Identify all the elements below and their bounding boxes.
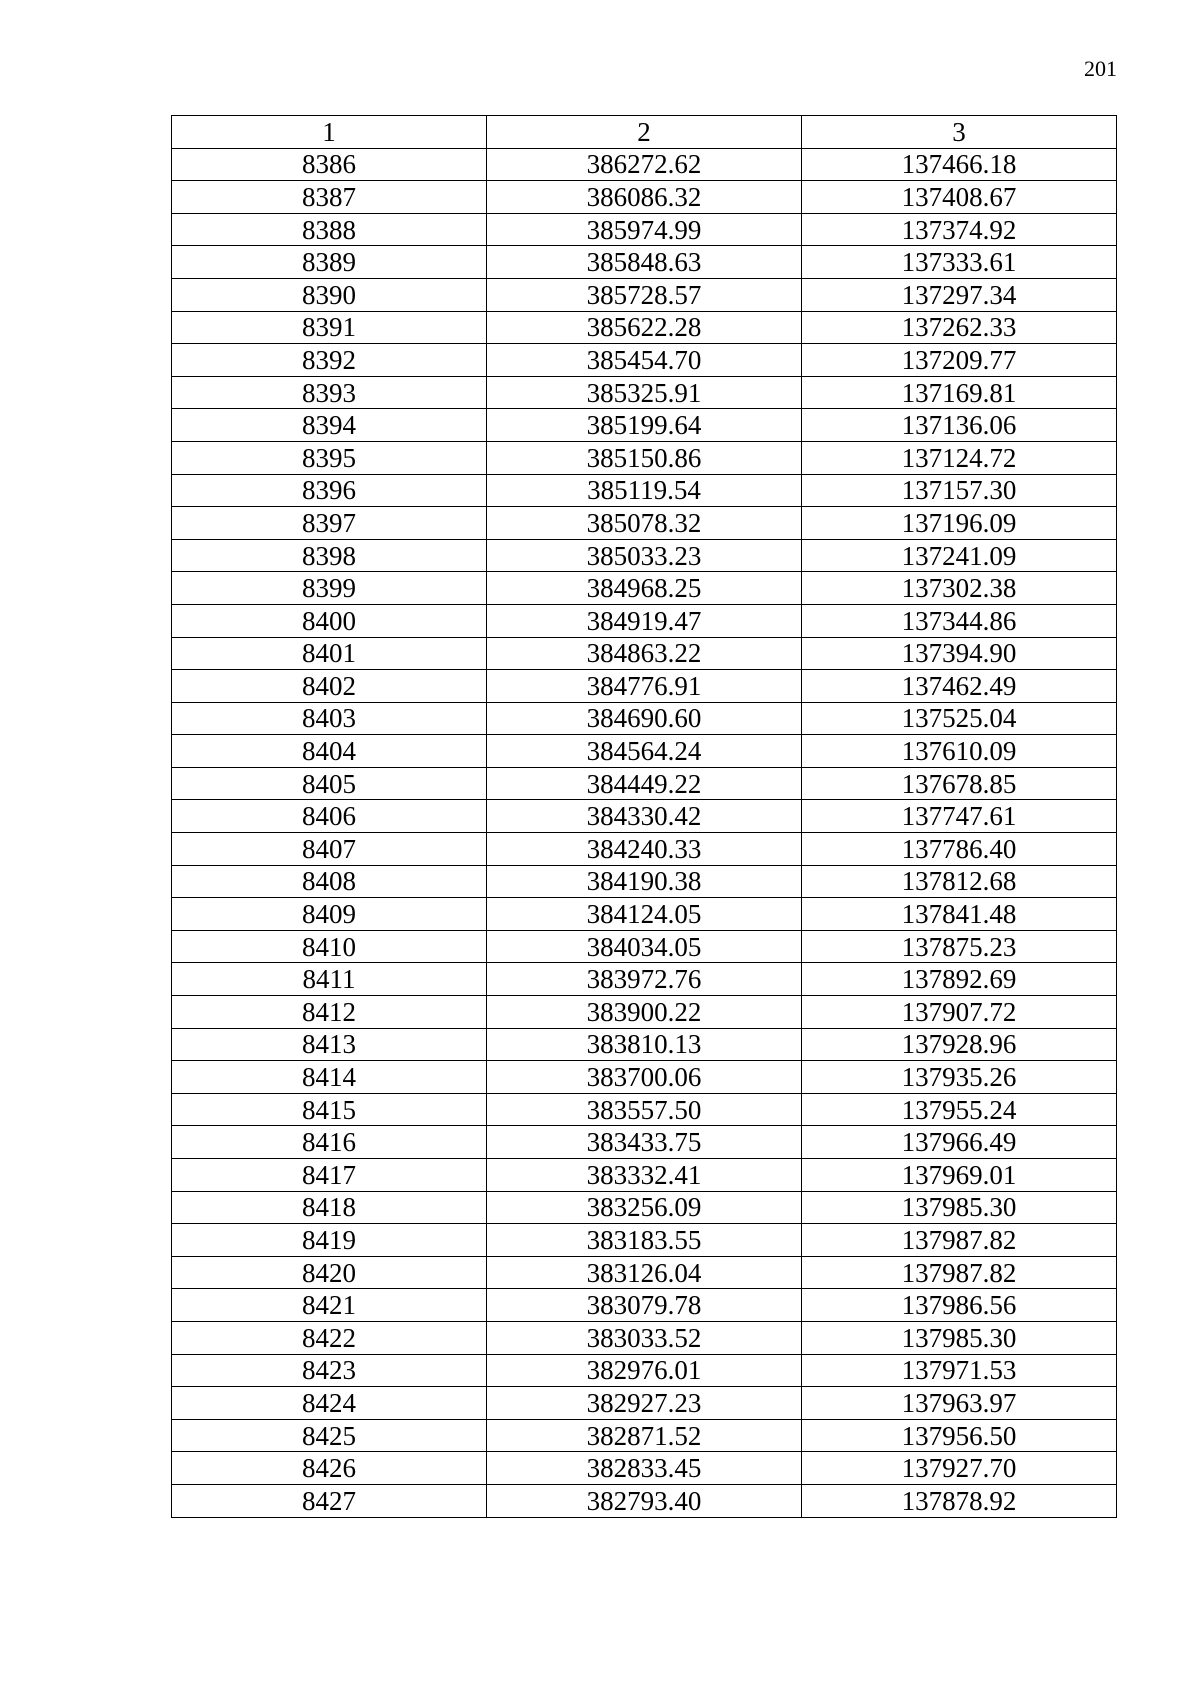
y-coordinate-cell: 137986.56 (802, 1289, 1117, 1322)
point-number-cell: 8396 (172, 474, 487, 507)
x-coordinate-cell: 382976.01 (487, 1354, 802, 1387)
column-header-3: 3 (802, 116, 1117, 149)
y-coordinate-cell: 137196.09 (802, 507, 1117, 540)
table-row (172, 1191, 1117, 1224)
table-row (172, 213, 1117, 246)
point-number-cell: 8426 (172, 1452, 487, 1485)
y-coordinate-cell: 137136.06 (802, 409, 1117, 442)
point-number-cell: 8414 (172, 1061, 487, 1094)
table-row (172, 637, 1117, 670)
y-coordinate-cell: 137969.01 (802, 1159, 1117, 1192)
y-coordinate-cell: 137963.97 (802, 1387, 1117, 1420)
y-coordinate-cell: 137462.49 (802, 670, 1117, 703)
header-row (172, 116, 1117, 149)
table-row (172, 1028, 1117, 1061)
column-header-2: 2 (487, 116, 802, 149)
table-row (172, 376, 1117, 409)
x-coordinate-cell: 384863.22 (487, 637, 802, 670)
x-coordinate-cell: 384190.38 (487, 865, 802, 898)
y-coordinate-cell: 137875.23 (802, 930, 1117, 963)
y-coordinate-cell: 137241.09 (802, 539, 1117, 572)
table-row (172, 572, 1117, 605)
x-coordinate-cell: 382927.23 (487, 1387, 802, 1420)
point-number-cell: 8397 (172, 507, 487, 540)
coordinates-table (171, 115, 1117, 1518)
x-coordinate-cell: 385974.99 (487, 213, 802, 246)
y-coordinate-cell: 137124.72 (802, 441, 1117, 474)
x-coordinate-cell: 385199.64 (487, 409, 802, 442)
point-number-cell: 8402 (172, 670, 487, 703)
y-coordinate-cell: 137985.30 (802, 1191, 1117, 1224)
point-number-cell: 8421 (172, 1289, 487, 1322)
point-number-cell: 8424 (172, 1387, 487, 1420)
x-coordinate-cell: 383033.52 (487, 1321, 802, 1354)
x-coordinate-cell: 383900.22 (487, 996, 802, 1029)
point-number-cell: 8425 (172, 1419, 487, 1452)
table-row (172, 996, 1117, 1029)
point-number-cell: 8404 (172, 735, 487, 768)
table-row (172, 409, 1117, 442)
x-coordinate-cell: 382871.52 (487, 1419, 802, 1452)
x-coordinate-cell: 382833.45 (487, 1452, 802, 1485)
point-number-cell: 8395 (172, 441, 487, 474)
x-coordinate-cell: 386086.32 (487, 181, 802, 214)
y-coordinate-cell: 137169.81 (802, 376, 1117, 409)
table-row (172, 963, 1117, 996)
x-coordinate-cell: 383810.13 (487, 1028, 802, 1061)
table-row (172, 1256, 1117, 1289)
point-number-cell: 8387 (172, 181, 487, 214)
table-row (172, 148, 1117, 181)
table-row (172, 1093, 1117, 1126)
table-row (172, 865, 1117, 898)
table-row (172, 800, 1117, 833)
x-coordinate-cell: 384449.22 (487, 767, 802, 800)
point-number-cell: 8419 (172, 1224, 487, 1257)
column-header-1: 1 (172, 116, 487, 149)
y-coordinate-cell: 137956.50 (802, 1419, 1117, 1452)
y-coordinate-cell: 137907.72 (802, 996, 1117, 1029)
table-row (172, 1224, 1117, 1257)
x-coordinate-cell: 383332.41 (487, 1159, 802, 1192)
table-row (172, 767, 1117, 800)
x-coordinate-cell: 384968.25 (487, 572, 802, 605)
point-number-cell: 8418 (172, 1191, 487, 1224)
table-row (172, 1159, 1117, 1192)
table-body (172, 148, 1117, 1517)
point-number-cell: 8393 (172, 376, 487, 409)
point-number-cell: 8403 (172, 702, 487, 735)
point-number-cell: 8406 (172, 800, 487, 833)
table-row (172, 278, 1117, 311)
point-number-cell: 8410 (172, 930, 487, 963)
point-number-cell: 8411 (172, 963, 487, 996)
x-coordinate-cell: 383557.50 (487, 1093, 802, 1126)
x-coordinate-cell: 384124.05 (487, 898, 802, 931)
x-coordinate-cell: 386272.62 (487, 148, 802, 181)
table-row (172, 246, 1117, 279)
x-coordinate-cell: 383256.09 (487, 1191, 802, 1224)
table-row (172, 539, 1117, 572)
table-row (172, 898, 1117, 931)
x-coordinate-cell: 383079.78 (487, 1289, 802, 1322)
point-number-cell: 8390 (172, 278, 487, 311)
table-row (172, 474, 1117, 507)
x-coordinate-cell: 383700.06 (487, 1061, 802, 1094)
y-coordinate-cell: 137747.61 (802, 800, 1117, 833)
point-number-cell: 8415 (172, 1093, 487, 1126)
x-coordinate-cell: 383972.76 (487, 963, 802, 996)
x-coordinate-cell: 385150.86 (487, 441, 802, 474)
y-coordinate-cell: 137987.82 (802, 1256, 1117, 1289)
y-coordinate-cell: 137394.90 (802, 637, 1117, 670)
y-coordinate-cell: 137786.40 (802, 833, 1117, 866)
table-row (172, 1126, 1117, 1159)
table-row (172, 930, 1117, 963)
table-row (172, 181, 1117, 214)
y-coordinate-cell: 137935.26 (802, 1061, 1117, 1094)
table-row (172, 1321, 1117, 1354)
table-row (172, 702, 1117, 735)
point-number-cell: 8391 (172, 311, 487, 344)
point-number-cell: 8409 (172, 898, 487, 931)
x-coordinate-cell: 385078.32 (487, 507, 802, 540)
table-row (172, 1484, 1117, 1517)
y-coordinate-cell: 137678.85 (802, 767, 1117, 800)
x-coordinate-cell: 384330.42 (487, 800, 802, 833)
x-coordinate-cell: 385033.23 (487, 539, 802, 572)
y-coordinate-cell: 137302.38 (802, 572, 1117, 605)
point-number-cell: 8399 (172, 572, 487, 605)
y-coordinate-cell: 137466.18 (802, 148, 1117, 181)
y-coordinate-cell: 137928.96 (802, 1028, 1117, 1061)
point-number-cell: 8386 (172, 148, 487, 181)
x-coordinate-cell: 385454.70 (487, 344, 802, 377)
point-number-cell: 8422 (172, 1321, 487, 1354)
y-coordinate-cell: 137374.92 (802, 213, 1117, 246)
page-number: 201 (1084, 56, 1117, 81)
y-coordinate-cell: 137987.82 (802, 1224, 1117, 1257)
y-coordinate-cell: 137209.77 (802, 344, 1117, 377)
y-coordinate-cell: 137297.34 (802, 278, 1117, 311)
point-number-cell: 8405 (172, 767, 487, 800)
point-number-cell: 8408 (172, 865, 487, 898)
x-coordinate-cell: 385728.57 (487, 278, 802, 311)
x-coordinate-cell: 384564.24 (487, 735, 802, 768)
point-number-cell: 8394 (172, 409, 487, 442)
point-number-cell: 8413 (172, 1028, 487, 1061)
point-number-cell: 8389 (172, 246, 487, 279)
x-coordinate-cell: 383126.04 (487, 1256, 802, 1289)
y-coordinate-cell: 137878.92 (802, 1484, 1117, 1517)
point-number-cell: 8388 (172, 213, 487, 246)
table-row (172, 1452, 1117, 1485)
point-number-cell: 8392 (172, 344, 487, 377)
y-coordinate-cell: 137966.49 (802, 1126, 1117, 1159)
point-number-cell: 8416 (172, 1126, 487, 1159)
y-coordinate-cell: 137333.61 (802, 246, 1117, 279)
table-row (172, 1354, 1117, 1387)
table-row (172, 833, 1117, 866)
y-coordinate-cell: 137971.53 (802, 1354, 1117, 1387)
point-number-cell: 8412 (172, 996, 487, 1029)
point-number-cell: 8420 (172, 1256, 487, 1289)
point-number-cell: 8400 (172, 604, 487, 637)
x-coordinate-cell: 384690.60 (487, 702, 802, 735)
x-coordinate-cell: 384034.05 (487, 930, 802, 963)
point-number-cell: 8427 (172, 1484, 487, 1517)
table-row (172, 507, 1117, 540)
x-coordinate-cell: 383433.75 (487, 1126, 802, 1159)
x-coordinate-cell: 382793.40 (487, 1484, 802, 1517)
point-number-cell: 8401 (172, 637, 487, 670)
y-coordinate-cell: 137892.69 (802, 963, 1117, 996)
x-coordinate-cell: 385622.28 (487, 311, 802, 344)
x-coordinate-cell: 385119.54 (487, 474, 802, 507)
table-row (172, 1419, 1117, 1452)
x-coordinate-cell: 384776.91 (487, 670, 802, 703)
y-coordinate-cell: 137408.67 (802, 181, 1117, 214)
table-row (172, 670, 1117, 703)
table-row (172, 604, 1117, 637)
point-number-cell: 8423 (172, 1354, 487, 1387)
y-coordinate-cell: 137344.86 (802, 604, 1117, 637)
point-number-cell: 8398 (172, 539, 487, 572)
table-row (172, 344, 1117, 377)
table-row (172, 1061, 1117, 1094)
y-coordinate-cell: 137812.68 (802, 865, 1117, 898)
table-header (172, 116, 1117, 149)
y-coordinate-cell: 137157.30 (802, 474, 1117, 507)
table-row (172, 441, 1117, 474)
x-coordinate-cell: 385848.63 (487, 246, 802, 279)
table-row (172, 311, 1117, 344)
y-coordinate-cell: 137927.70 (802, 1452, 1117, 1485)
table-row (172, 735, 1117, 768)
x-coordinate-cell: 384240.33 (487, 833, 802, 866)
y-coordinate-cell: 137262.33 (802, 311, 1117, 344)
point-number-cell: 8407 (172, 833, 487, 866)
y-coordinate-cell: 137955.24 (802, 1093, 1117, 1126)
y-coordinate-cell: 137525.04 (802, 702, 1117, 735)
table-row (172, 1289, 1117, 1322)
x-coordinate-cell: 383183.55 (487, 1224, 802, 1257)
table-row (172, 1387, 1117, 1420)
point-number-cell: 8417 (172, 1159, 487, 1192)
y-coordinate-cell: 137610.09 (802, 735, 1117, 768)
x-coordinate-cell: 384919.47 (487, 604, 802, 637)
y-coordinate-cell: 137985.30 (802, 1321, 1117, 1354)
y-coordinate-cell: 137841.48 (802, 898, 1117, 931)
x-coordinate-cell: 385325.91 (487, 376, 802, 409)
